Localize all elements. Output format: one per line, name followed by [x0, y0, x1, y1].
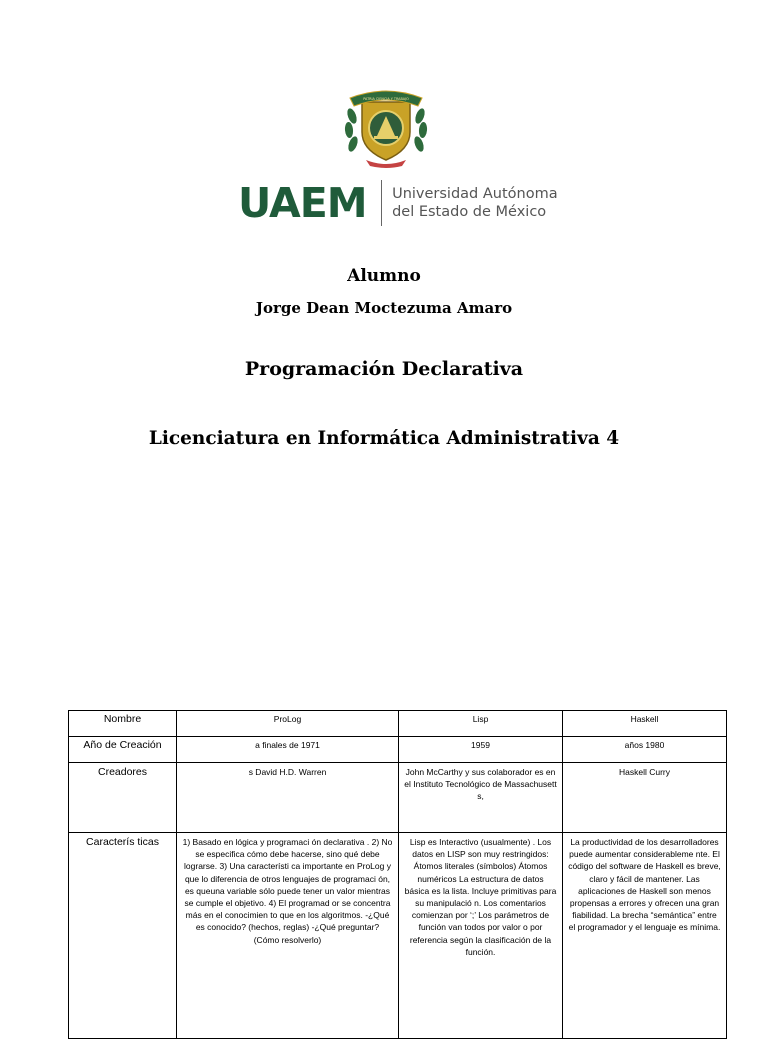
row-label-features: Caracterís ticas — [69, 833, 177, 1039]
emblem-banner-text: PATRIA CIENCIA Y TRABAJO — [363, 97, 409, 101]
table-row — [69, 833, 727, 1039]
comparison-table — [68, 710, 727, 1039]
cell-lisp-year: 1959 — [399, 737, 563, 763]
cell-prolog-features: 1) Basado en lógica y programaci ón declarativa . 2) No se especifica cómo debe hacerse, sino qué debe lograrse. 3) Una característi ca importante en ProLog y que lo diferencia de otros lenguajes de programaci ón, es queuna variable sólo puede tener un valor mientras se cumple el objetivo. 4) El programad or se concentra más en el conocimien to que en los algoritmos. -¿Qué es conocido? (hechos, reglas) -¿Qué preguntar? (Cómo resolverlo) — [177, 833, 399, 1039]
column-header-nombre: Nombre — [69, 711, 177, 737]
degree-title: Licenciatura en Informática Administrativa 4 — [148, 428, 620, 449]
table-row — [69, 763, 727, 833]
column-header-prolog: ProLog — [177, 711, 399, 737]
logo-university-name — [392, 185, 558, 221]
course-title: Programación Declarativa — [244, 358, 524, 380]
column-header-haskell: Haskell — [563, 711, 727, 737]
logo-name-line1: Universidad Autónoma — [392, 186, 558, 202]
cell-lisp-features: Lisp es Interactivo (usualmente) . Los datos en LISP son muy restringidos: Átomos literales (símbolos) Átomos numéricos La estructura de datos básica es la lista. Incluye primitivas para su manipulació n. Los comentarios comienzan por ‘;’ Los parámetros de función van todos por valor o por referencia según la clasificación de la función. — [399, 833, 563, 1039]
university-logo — [238, 178, 558, 228]
student-name: Jorge Dean Moctezuma Amaro — [255, 299, 513, 317]
logo-divider — [381, 180, 383, 226]
table-header-row — [69, 711, 727, 737]
cell-haskell-features: La productividad de los desarrolladores puede aumentar considerableme nte. El código del software de Haskell es breve, claro y fácil de mantener. Las aplicaciones de Haskell son menos propensas a errores y ofrecen una gran fiabilidad. La brecha “semántica” entre el programador y el lenguaje es mínima. — [563, 833, 727, 1039]
university-emblem — [340, 86, 432, 168]
cell-haskell-year: años 1980 — [563, 737, 727, 763]
logo-abbreviation: UAEM — [238, 179, 367, 227]
row-label-creators: Creadores — [69, 763, 177, 833]
cell-lisp-creators: John McCarthy y sus colaborador es en el Instituto Tecnológico de Massachusett s, — [399, 763, 563, 833]
logo-name-line2: del Estado de México — [392, 204, 547, 220]
table-row — [69, 737, 727, 763]
cell-prolog-year: a finales de 1971 — [177, 737, 399, 763]
cell-haskell-creators: Haskell Curry — [563, 763, 727, 833]
row-label-year: Año de Creación — [69, 737, 177, 763]
student-label: Alumno — [347, 266, 421, 286]
column-header-lisp: Lisp — [399, 711, 563, 737]
cell-prolog-creators: s David H.D. Warren — [177, 763, 399, 833]
